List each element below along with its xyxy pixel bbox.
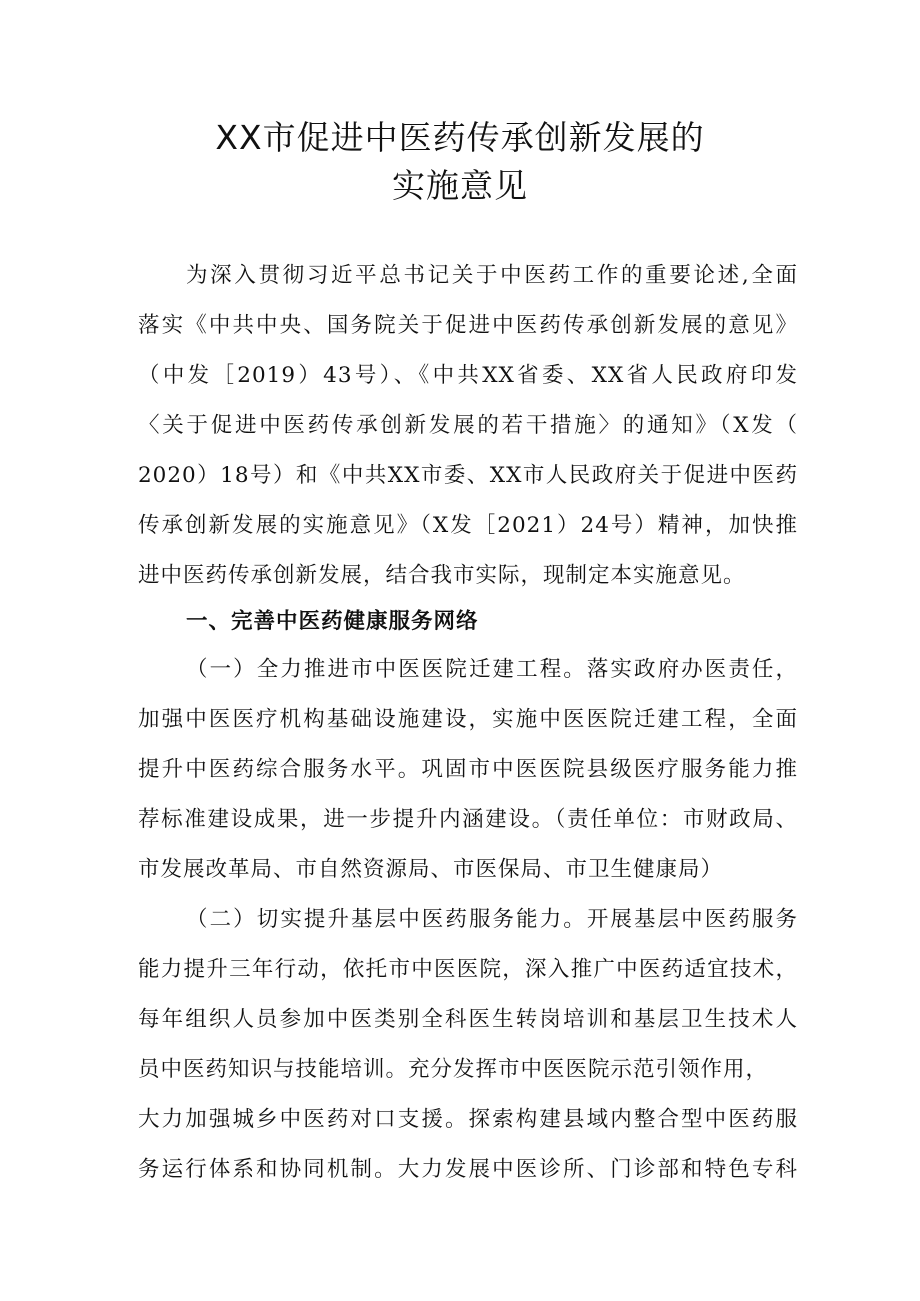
item1-line: 提升中医药综合服务水平。巩固市中医医院县级医疗服务能力推 (138, 757, 798, 782)
item2-line: （二）切实提升基层中医药服务能力。开展基层中医药服务 (186, 907, 798, 932)
item2-line: 每年组织人员参加中医类别全科医生转岗培训和基层卫生技术人 (138, 1007, 798, 1032)
intro-line: 进中医药传承创新发展，结合我市实际，现制定本实施意见。 (138, 563, 746, 588)
section-heading: 一、完善中医药健康服务网络 (186, 609, 479, 634)
item1-line: 荐标准建设成果，进一步提升内涵建设。（责任单位：市财政局、 (138, 807, 798, 832)
item2-line: 员中医药知识与技能培训。充分发挥市中医医院示范引领作用， (138, 1057, 769, 1082)
item1-line: 加强中医医疗机构基础设施建设，实施中医医院迁建工程，全面 (138, 707, 798, 732)
item1-line: 市发展改革局、市自然资源局、市医保局、市卫生健康局） (138, 857, 724, 882)
item2-line: 能力提升三年行动，依托市中医医院，深入推广中医药适宜技术， (138, 957, 798, 982)
document-title-line-2: 实施意见 (392, 166, 528, 205)
item1-line: （一）全力推进市中医医院迁建工程。落实政府办医责任， (186, 657, 798, 682)
intro-line: 落实《中共中央、国务院关于促进中医药传承创新发展的意见》 (138, 313, 798, 338)
intro-line: （中发［2019）43号）、《中共XX省委、XX省人民政府印发 (138, 363, 798, 388)
intro-line: 传承创新发展的实施意见》（X发［2021）24号）精神，加快推 (138, 513, 798, 538)
item2-line: 务运行体系和协同机制。大力发展中医诊所、门诊部和特色专科 (138, 1157, 798, 1182)
item2-line: 大力加强城乡中医药对口支援。探索构建县域内整合型中医药服 (138, 1107, 798, 1132)
document-title-line-1: XX市促进中医药传承创新发展的 (215, 118, 705, 157)
intro-line: 2020）18号）和《中共XX市委、XX市人民政府关于促进中医药 (138, 463, 798, 488)
intro-line: 〈关于促进中医药传承创新发展的若干措施〉的通知》（X发（ (138, 413, 798, 438)
intro-line: 为深入贯彻习近平总书记关于中医药工作的重要论述,全面 (186, 263, 798, 288)
